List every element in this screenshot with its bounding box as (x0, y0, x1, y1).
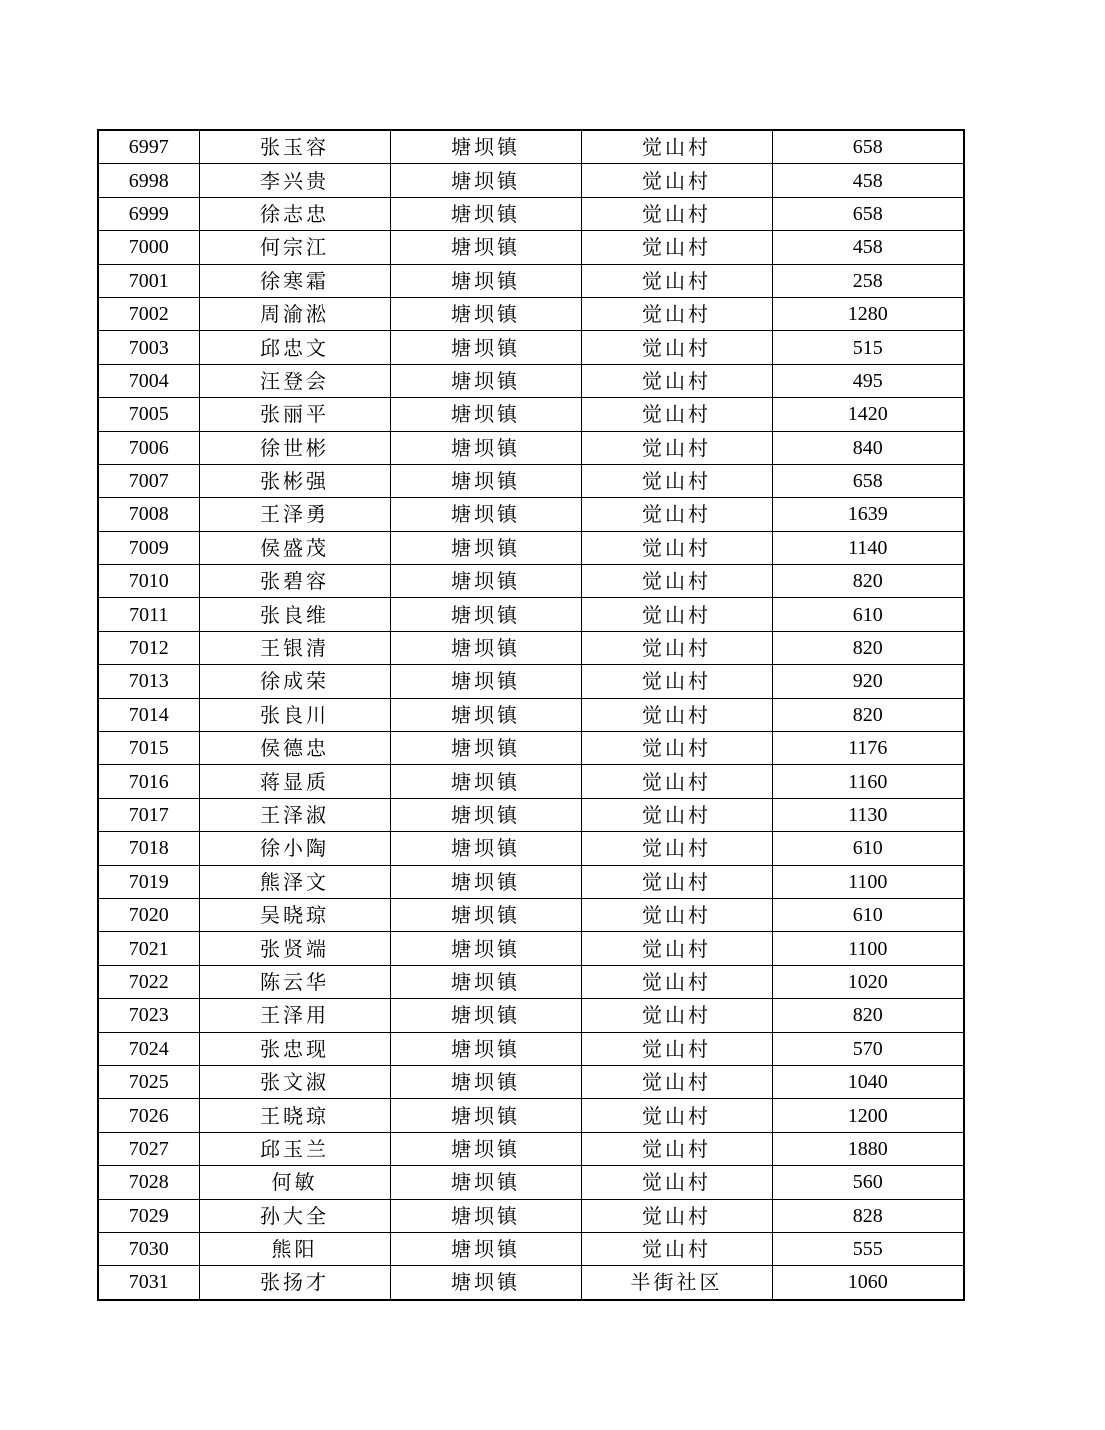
village-cell: 觉山村 (581, 498, 772, 531)
name-cell: 何宗江 (199, 231, 390, 264)
village-cell: 觉山村 (581, 598, 772, 631)
name-cell: 王泽勇 (199, 498, 390, 531)
town-cell: 塘坝镇 (390, 197, 581, 230)
row-number-cell: 7001 (98, 264, 199, 297)
village-cell: 觉山村 (581, 665, 772, 698)
village-cell: 觉山村 (581, 197, 772, 230)
town-cell: 塘坝镇 (390, 431, 581, 464)
row-number-cell: 7029 (98, 1199, 199, 1232)
amount-cell: 658 (772, 464, 964, 497)
town-cell: 塘坝镇 (390, 1266, 581, 1300)
village-cell: 觉山村 (581, 631, 772, 664)
row-number-cell: 7022 (98, 965, 199, 998)
table-row (98, 1166, 964, 1199)
table-row (98, 130, 964, 164)
row-number-cell: 7026 (98, 1099, 199, 1132)
town-cell: 塘坝镇 (390, 865, 581, 898)
amount-cell: 1880 (772, 1132, 964, 1165)
town-cell: 塘坝镇 (390, 297, 581, 330)
table-row (98, 698, 964, 731)
amount-cell: 1100 (772, 865, 964, 898)
amount-cell: 258 (772, 264, 964, 297)
amount-cell: 820 (772, 631, 964, 664)
name-cell: 徐小陶 (199, 832, 390, 865)
town-cell: 塘坝镇 (390, 698, 581, 731)
name-cell: 邱玉兰 (199, 1132, 390, 1165)
row-number-cell: 7028 (98, 1166, 199, 1199)
village-cell: 觉山村 (581, 231, 772, 264)
amount-cell: 610 (772, 832, 964, 865)
row-number-cell: 7027 (98, 1132, 199, 1165)
table-row (98, 297, 964, 330)
table-row (98, 498, 964, 531)
town-cell: 塘坝镇 (390, 598, 581, 631)
row-number-cell: 7021 (98, 932, 199, 965)
table-row (98, 832, 964, 865)
town-cell: 塘坝镇 (390, 1032, 581, 1065)
village-cell: 觉山村 (581, 898, 772, 931)
town-cell: 塘坝镇 (390, 1199, 581, 1232)
amount-cell: 1140 (772, 531, 964, 564)
amount-cell: 610 (772, 898, 964, 931)
town-cell: 塘坝镇 (390, 231, 581, 264)
town-cell: 塘坝镇 (390, 164, 581, 197)
village-cell: 觉山村 (581, 765, 772, 798)
table-row (98, 1199, 964, 1232)
name-cell: 汪登会 (199, 364, 390, 397)
table-row (98, 631, 964, 664)
village-cell: 觉山村 (581, 297, 772, 330)
table-row (98, 965, 964, 998)
row-number-cell: 7005 (98, 398, 199, 431)
name-cell: 徐世彬 (199, 431, 390, 464)
amount-cell: 1176 (772, 732, 964, 765)
name-cell: 张忠现 (199, 1032, 390, 1065)
village-cell: 觉山村 (581, 565, 772, 598)
town-cell: 塘坝镇 (390, 1065, 581, 1098)
town-cell: 塘坝镇 (390, 464, 581, 497)
name-cell: 熊阳 (199, 1232, 390, 1265)
amount-cell: 515 (772, 331, 964, 364)
name-cell: 张彬强 (199, 464, 390, 497)
town-cell: 塘坝镇 (390, 1232, 581, 1265)
village-cell: 觉山村 (581, 431, 772, 464)
row-number-cell: 7011 (98, 598, 199, 631)
town-cell: 塘坝镇 (390, 398, 581, 431)
village-cell: 觉山村 (581, 1132, 772, 1165)
table-row (98, 1065, 964, 1098)
name-cell: 徐成荣 (199, 665, 390, 698)
town-cell: 塘坝镇 (390, 999, 581, 1032)
amount-cell: 1200 (772, 1099, 964, 1132)
amount-cell: 555 (772, 1232, 964, 1265)
row-number-cell: 7007 (98, 464, 199, 497)
name-cell: 王晓琼 (199, 1099, 390, 1132)
roster-table (97, 129, 965, 1301)
row-number-cell: 7025 (98, 1065, 199, 1098)
village-cell: 觉山村 (581, 1032, 772, 1065)
table-row (98, 898, 964, 931)
row-number-cell: 7018 (98, 832, 199, 865)
table-row (98, 665, 964, 698)
name-cell: 徐寒霜 (199, 264, 390, 297)
row-number-cell: 7010 (98, 565, 199, 598)
amount-cell: 1060 (772, 1266, 964, 1300)
amount-cell: 1130 (772, 798, 964, 831)
table-row (98, 1266, 964, 1300)
name-cell: 张碧容 (199, 565, 390, 598)
amount-cell: 840 (772, 431, 964, 464)
table-row (98, 231, 964, 264)
name-cell: 蒋显质 (199, 765, 390, 798)
name-cell: 王泽用 (199, 999, 390, 1032)
village-cell: 觉山村 (581, 832, 772, 865)
name-cell: 王银清 (199, 631, 390, 664)
village-cell: 半街社区 (581, 1266, 772, 1300)
town-cell: 塘坝镇 (390, 898, 581, 931)
name-cell: 张良川 (199, 698, 390, 731)
town-cell: 塘坝镇 (390, 1132, 581, 1165)
town-cell: 塘坝镇 (390, 130, 581, 164)
village-cell: 觉山村 (581, 698, 772, 731)
town-cell: 塘坝镇 (390, 331, 581, 364)
village-cell: 觉山村 (581, 531, 772, 564)
village-cell: 觉山村 (581, 999, 772, 1032)
row-number-cell: 6998 (98, 164, 199, 197)
name-cell: 孙大全 (199, 1199, 390, 1232)
amount-cell: 560 (772, 1166, 964, 1199)
name-cell: 熊泽文 (199, 865, 390, 898)
village-cell: 觉山村 (581, 331, 772, 364)
amount-cell: 458 (772, 164, 964, 197)
amount-cell: 1040 (772, 1065, 964, 1098)
table-row (98, 999, 964, 1032)
village-cell: 觉山村 (581, 865, 772, 898)
name-cell: 侯盛茂 (199, 531, 390, 564)
row-number-cell: 7009 (98, 531, 199, 564)
amount-cell: 1639 (772, 498, 964, 531)
table-row (98, 732, 964, 765)
town-cell: 塘坝镇 (390, 932, 581, 965)
row-number-cell: 7002 (98, 297, 199, 330)
town-cell: 塘坝镇 (390, 1166, 581, 1199)
town-cell: 塘坝镇 (390, 732, 581, 765)
village-cell: 觉山村 (581, 1199, 772, 1232)
village-cell: 觉山村 (581, 732, 772, 765)
village-cell: 觉山村 (581, 164, 772, 197)
village-cell: 觉山村 (581, 1065, 772, 1098)
name-cell: 徐志忠 (199, 197, 390, 230)
town-cell: 塘坝镇 (390, 264, 581, 297)
roster-table-body (98, 130, 964, 1300)
name-cell: 王泽淑 (199, 798, 390, 831)
town-cell: 塘坝镇 (390, 364, 581, 397)
name-cell: 张丽平 (199, 398, 390, 431)
town-cell: 塘坝镇 (390, 965, 581, 998)
name-cell: 侯德忠 (199, 732, 390, 765)
table-row (98, 932, 964, 965)
name-cell: 张扬才 (199, 1266, 390, 1300)
amount-cell: 458 (772, 231, 964, 264)
row-number-cell: 7004 (98, 364, 199, 397)
row-number-cell: 6997 (98, 130, 199, 164)
table-row (98, 598, 964, 631)
amount-cell: 658 (772, 197, 964, 230)
row-number-cell: 7016 (98, 765, 199, 798)
table-row (98, 331, 964, 364)
village-cell: 觉山村 (581, 364, 772, 397)
table-row (98, 865, 964, 898)
name-cell: 吴晓琼 (199, 898, 390, 931)
table-row (98, 431, 964, 464)
village-cell: 觉山村 (581, 1099, 772, 1132)
amount-cell: 820 (772, 698, 964, 731)
name-cell: 张文淑 (199, 1065, 390, 1098)
table-row (98, 531, 964, 564)
table-row (98, 264, 964, 297)
amount-cell: 920 (772, 665, 964, 698)
village-cell: 觉山村 (581, 1166, 772, 1199)
table-row (98, 197, 964, 230)
amount-cell: 495 (772, 364, 964, 397)
table-row (98, 765, 964, 798)
village-cell: 觉山村 (581, 130, 772, 164)
name-cell: 李兴贵 (199, 164, 390, 197)
village-cell: 觉山村 (581, 932, 772, 965)
town-cell: 塘坝镇 (390, 531, 581, 564)
name-cell: 何敏 (199, 1166, 390, 1199)
row-number-cell: 7013 (98, 665, 199, 698)
name-cell: 张贤端 (199, 932, 390, 965)
row-number-cell: 6999 (98, 197, 199, 230)
row-number-cell: 7024 (98, 1032, 199, 1065)
town-cell: 塘坝镇 (390, 565, 581, 598)
amount-cell: 1420 (772, 398, 964, 431)
table-row (98, 1099, 964, 1132)
name-cell: 周渝淞 (199, 297, 390, 330)
name-cell: 张良维 (199, 598, 390, 631)
row-number-cell: 7019 (98, 865, 199, 898)
row-number-cell: 7006 (98, 431, 199, 464)
town-cell: 塘坝镇 (390, 631, 581, 664)
town-cell: 塘坝镇 (390, 832, 581, 865)
town-cell: 塘坝镇 (390, 665, 581, 698)
row-number-cell: 7020 (98, 898, 199, 931)
town-cell: 塘坝镇 (390, 798, 581, 831)
amount-cell: 1280 (772, 297, 964, 330)
table-row (98, 565, 964, 598)
table-row (98, 798, 964, 831)
amount-cell: 1100 (772, 932, 964, 965)
row-number-cell: 7008 (98, 498, 199, 531)
amount-cell: 610 (772, 598, 964, 631)
amount-cell: 820 (772, 565, 964, 598)
name-cell: 陈云华 (199, 965, 390, 998)
table-row (98, 364, 964, 397)
row-number-cell: 7014 (98, 698, 199, 731)
table-row (98, 1032, 964, 1065)
village-cell: 觉山村 (581, 398, 772, 431)
name-cell: 邱忠文 (199, 331, 390, 364)
amount-cell: 658 (772, 130, 964, 164)
row-number-cell: 7023 (98, 999, 199, 1032)
row-number-cell: 7000 (98, 231, 199, 264)
row-number-cell: 7030 (98, 1232, 199, 1265)
name-cell: 张玉容 (199, 130, 390, 164)
town-cell: 塘坝镇 (390, 1099, 581, 1132)
row-number-cell: 7031 (98, 1266, 199, 1300)
row-number-cell: 7012 (98, 631, 199, 664)
amount-cell: 820 (772, 999, 964, 1032)
village-cell: 觉山村 (581, 1232, 772, 1265)
village-cell: 觉山村 (581, 464, 772, 497)
row-number-cell: 7003 (98, 331, 199, 364)
village-cell: 觉山村 (581, 798, 772, 831)
town-cell: 塘坝镇 (390, 765, 581, 798)
table-row (98, 1132, 964, 1165)
table-row (98, 398, 964, 431)
table-row (98, 164, 964, 197)
amount-cell: 570 (772, 1032, 964, 1065)
village-cell: 觉山村 (581, 264, 772, 297)
amount-cell: 1160 (772, 765, 964, 798)
row-number-cell: 7017 (98, 798, 199, 831)
village-cell: 觉山村 (581, 965, 772, 998)
table-row (98, 1232, 964, 1265)
town-cell: 塘坝镇 (390, 498, 581, 531)
amount-cell: 1020 (772, 965, 964, 998)
table-row (98, 464, 964, 497)
amount-cell: 828 (772, 1199, 964, 1232)
row-number-cell: 7015 (98, 732, 199, 765)
